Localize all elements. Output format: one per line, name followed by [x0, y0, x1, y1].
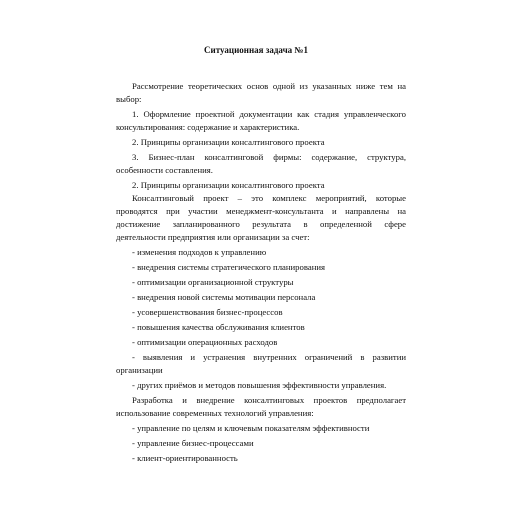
intro-paragraph: Рассмотрение теоретических основ одной из указанных ниже тем на выбор: [116, 81, 406, 104]
measure-item: - оптимизации операционных расходов [132, 337, 278, 347]
measure-item: - других приёмов и методов повышения эффективности управления. [132, 380, 387, 390]
topic-item: 2. Принципы организации консалтингового проекта [132, 137, 325, 147]
definition-paragraph: Консалтинговый проект – это комплекс мероприятий, которые проводятся при участии менеджмент-консультанта и направлены на достижение запланированного результата в определенной сфере деятельности предприятия или организации за счет: [116, 193, 406, 242]
measure-item: - оптимизации организационной структуры [132, 277, 294, 287]
topic-item: 1. Оформление проектной документации как стадия управленческого консультирования: содержание и характеристика. [116, 109, 406, 132]
document-title: Ситуационная задача №1 [204, 45, 308, 55]
measure-item: - повышения качества обслуживания клиентов [132, 322, 305, 332]
topic-item: 3. Бизнес-план консалтинговой фирмы: содержание, структура, особенности составления. [116, 152, 406, 175]
document-body [116, 80, 406, 465]
measure-item: - выявления и устранения внутренних ограничений в развитии организации [116, 352, 406, 375]
technologies-paragraph: Разработка и внедрение консалтинговых проектов предполагает использование современных технологий управления: [116, 395, 406, 418]
selected-topic: 2. Принципы организации консалтингового проекта [132, 180, 325, 190]
measure-item: - усовершенствования бизнес-процессов [132, 307, 283, 317]
measure-item: - внедрения системы стратегического планирования [132, 262, 326, 272]
technology-item: - клиент-ориентированность [132, 453, 238, 463]
technology-item: - управление по целям и ключевым показателям эффективности [132, 423, 370, 433]
measure-item: - изменения подходов к управлению [132, 247, 267, 257]
technology-item: - управление бизнес-процессами [132, 438, 254, 448]
measure-item: - внедрения новой системы мотивации персонала [132, 292, 316, 302]
